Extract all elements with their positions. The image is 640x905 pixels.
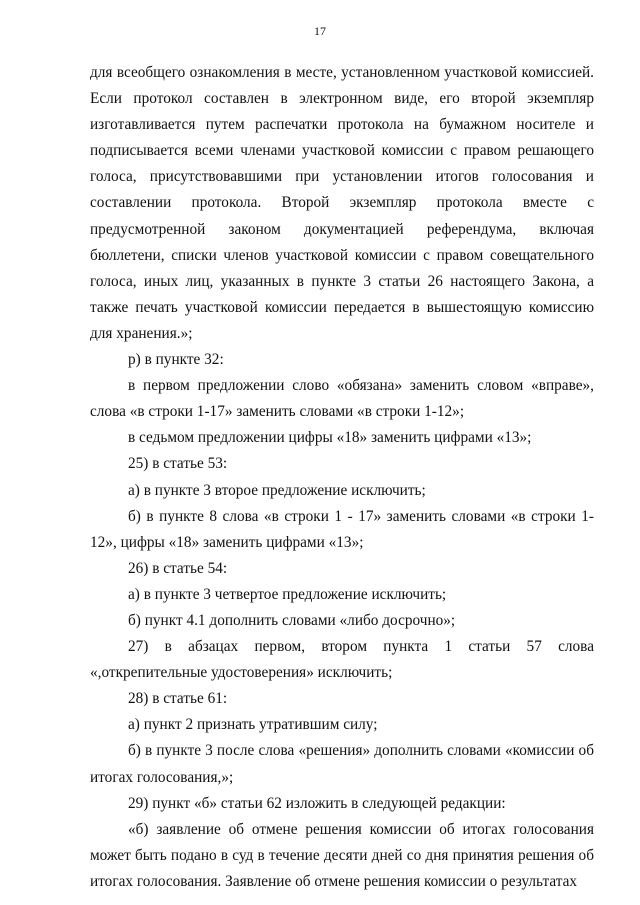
paragraph-subitem-r: р) в пункте 32:	[128, 351, 224, 369]
paragraph-item-28-a: а) пункт 2 признать утратившим силу;	[128, 716, 378, 734]
page-number: 17	[314, 24, 326, 38]
paragraph-item-25: 25) в статье 53:	[128, 455, 228, 473]
paragraph-item-27: 27) в абзацах первом, втором пункта 1 статьи 57 слова «,открепительные удостоверения» исключить;	[90, 638, 594, 682]
paragraph-item-28: 28) в статье 61:	[128, 690, 228, 708]
paragraph-item-28-b: б) в пункте 3 после слова «решения» дополнить словами «комиссии об итогах голосования,»;	[90, 742, 594, 786]
paragraph-item-26: 26) в статье 54:	[128, 559, 228, 577]
paragraph-seventh-sentence-change: в седьмом предложении цифры «18» заменить цифрами «13»;	[128, 429, 532, 447]
paragraph-item-29-quote: «б) заявление об отмене решения комиссии об итогах голосования может быть подано в суд в течение десяти дней со дня принятия решения об итогах голосования. Заявление об отмене решения комиссии о результатах	[90, 820, 594, 890]
paragraph-continuation: для всеобщего ознакомления в месте, установленном участковой комиссией. Если протокол составлен в электронном виде, его второй экземпляр изготавливается путем распечатки протокола на бумажном носителе и подписывается всеми членами участковой комиссии с правом решающего голоса, присутствовавшими при установлении итогов голосования и составлении протокола. Второй экземпляр протокола вместе с предусмотренной законом документацией референдума, включая бюллетени, списки членов участковой комиссии с правом совещательного голоса, иных лиц, указанных в пункте 3 статьи 26 настоящего Закона, а также печать участковой комиссии передается в вышестоящую комиссию для хранения.»;	[90, 64, 594, 342]
document-body	[90, 60, 594, 895]
paragraph-item-25-b: б) в пункте 8 слова «в строки 1 - 17» заменить словами «в строки 1-12», цифры «18» заменить цифрами «13»;	[90, 507, 594, 551]
paragraph-item-26-a: а) в пункте 3 четвертое предложение исключить;	[128, 585, 447, 603]
paragraph-item-25-a: а) в пункте 3 второе предложение исключить;	[128, 481, 426, 499]
paragraph-item-29: 29) пункт «б» статьи 62 изложить в следующей редакции:	[128, 794, 506, 812]
paragraph-first-sentence-change: в первом предложении слово «обязана» заменить словом «вправе», слова «в строки 1-17» заменить словами «в строки 1-12»;	[90, 377, 594, 421]
paragraph-item-26-b: б) пункт 4.1 дополнить словами «либо досрочно»;	[128, 611, 456, 629]
